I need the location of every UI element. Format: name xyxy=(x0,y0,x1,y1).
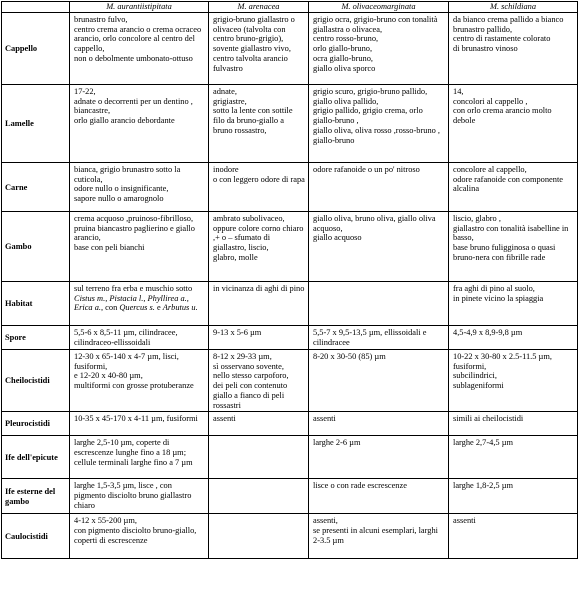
row-label: Cappello xyxy=(2,13,70,85)
header-corner-cell xyxy=(2,2,70,13)
species-name: Phyllirea a. xyxy=(147,293,187,303)
table-cell xyxy=(209,436,309,479)
table-cell xyxy=(70,282,209,326)
table-row xyxy=(2,350,578,412)
table-cell: 5,5-7 x 9,5-13,5 µm, ellissoidali e cilindracee xyxy=(309,326,449,350)
table-cell: 4,5-4,9 x 8,9-9,8 µm xyxy=(449,326,578,350)
table-cell: 8-20 x 30-50 (85) µm xyxy=(309,350,449,412)
document-page xyxy=(1,1,578,559)
table-cell: assenti xyxy=(309,412,449,436)
table-cell: inodore o con leggero odore di rapa xyxy=(209,163,309,212)
table-cell: fra aghi di pino al suolo, in pinete vicino la spiaggia xyxy=(449,282,578,326)
table-row xyxy=(2,436,578,479)
table-body xyxy=(2,13,578,559)
table-cell: adnate, grigiastre, sotto la lente con sottile filo da bruno-giallo a bruno rossastro, xyxy=(209,85,309,163)
table-cell: 10-35 x 45-170 x 4-11 µm, fusiformi xyxy=(70,412,209,436)
table-row xyxy=(2,85,578,163)
species-name: Erica a. xyxy=(74,303,101,313)
table-cell: larghe 1,8-2,5 µm xyxy=(449,479,578,514)
species-name: Quercus s. xyxy=(119,303,155,313)
table-cell: grigio ocra, grigio-bruno con tonalità giallastra o olivacea, centro rosso-bruno, orlo giallo-bruno, ocra giallo-bruno, giallo oliva sporco xyxy=(309,13,449,85)
table-cell: larghe 1,5-3,5 µm, lisce , con pigmento disciolto bruno giallastro chiaro xyxy=(70,479,209,514)
table-cell: 10-22 x 30-80 x 2.5-11.5 µm, fusiformi, subcilindrici, sublageniformi xyxy=(449,350,578,412)
table-cell: assenti xyxy=(209,412,309,436)
table-cell: da bianco crema pallido a bianco brunastro pallido, centro di rastamente colorato di brunastro vinoso xyxy=(449,13,578,85)
species-name: Pistacia l. xyxy=(109,293,144,303)
header-species-3: M. olivaceomarginata xyxy=(309,2,449,13)
table-cell: ambrato subolivaceo, oppure colore corno chiaro ,+ o – sfumato di giallastro, liscio, glabro, molle xyxy=(209,212,309,282)
species-name: Arbutus u. xyxy=(162,303,198,313)
table-cell: concolore al cappello, odore rafanoide con componente alcalina xyxy=(449,163,578,212)
table-row xyxy=(2,326,578,350)
row-label: Pleurocistidi xyxy=(2,412,70,436)
cell-text: , xyxy=(186,293,189,303)
table-row xyxy=(2,163,578,212)
table-cell: 5,5-6 x 8,5-11 µm, cilindracee, cilindraceo-ellissoidali xyxy=(70,326,209,350)
table-cell: grigio scuro, grigio-bruno pallido, giallo oliva pallido, grigio pallido, grigio crema, orlo giallo-bruno , giallo oliva, oliva rosso ,rosso-bruno , giallo-bruno xyxy=(309,85,449,163)
table-cell: 8-12 x 29-33 µm, sì osservano sovente, nello stesso carpoforo, dei peli con contenuto giallo a fianco di peli rossastri xyxy=(209,350,309,412)
table-cell: giallo oliva, bruno oliva, giallo oliva acquoso, giallo acquoso xyxy=(309,212,449,282)
header-species-2: M. arenacea xyxy=(209,2,309,13)
table-cell: grigio-bruno giallastro o olivaceo (talvolta con centro bruno-grigio), sovente giallastro vivo, centro talvolta arancio fulvastro xyxy=(209,13,309,85)
table-row xyxy=(2,212,578,282)
table-cell: lisce o con rade escrescenze xyxy=(309,479,449,514)
header-row xyxy=(2,2,578,13)
table-row xyxy=(2,514,578,559)
row-label: Ife esterne del gambo xyxy=(2,479,70,514)
cell-text: , xyxy=(143,293,148,303)
table-cell xyxy=(309,282,449,326)
row-label: Habitat xyxy=(2,282,70,326)
table-cell: crema acquoso ,pruinoso-fibrilloso, pruina biancastro paglierino e giallo arancio, base con peli bianchi xyxy=(70,212,209,282)
row-label: Caulocistidi xyxy=(2,514,70,559)
table-row xyxy=(2,412,578,436)
row-label: Spore xyxy=(2,326,70,350)
row-label: Carne xyxy=(2,163,70,212)
table-cell: 12-30 x 65-140 x 4-7 µm, lisci, fusiformi, e 12-20 x 40-80 µm, multiformi con grosse protuberanze xyxy=(70,350,209,412)
row-label: Gambo xyxy=(2,212,70,282)
table-cell: in vicinanza di aghi di pino xyxy=(209,282,309,326)
table-cell: 14, concolori al cappello , con orlo crema arancio molto debole xyxy=(449,85,578,163)
row-label: Cheilocistidi xyxy=(2,350,70,412)
cell-text: sul terreno fra erba e muschio sotto xyxy=(74,284,193,293)
table-cell xyxy=(209,479,309,514)
table-row xyxy=(2,13,578,85)
table-row xyxy=(2,479,578,514)
species-name: Cistus m. xyxy=(74,293,106,303)
table-cell: bianca, grigio brunastro sotto la cuticola, odore nullo o insignificante, sapore nullo o amarognolo xyxy=(70,163,209,212)
table-cell: brunastro fulvo, centro crema arancio o crema ocraceo arancio, orlo concolore al centro del cappello, non o debolmente umbonato-ottuso xyxy=(70,13,209,85)
header-species-4: M. schildiana xyxy=(449,2,578,13)
cell-text: e xyxy=(154,303,163,313)
table-cell: 17-22, adnate o decorrenti per un dentino , biancastre, orlo giallo arancio debordante xyxy=(70,85,209,163)
table-cell: simili ai cheilocistidi xyxy=(449,412,578,436)
species-comparison-table xyxy=(1,1,578,559)
table-cell: larghe 2-6 µm xyxy=(309,436,449,479)
table-cell: larghe 2,5-10 µm, coperte di escrescenze lunghe fino a 18 µm; cellule terminali larghe fino a 7 µm xyxy=(70,436,209,479)
cell-text: , con xyxy=(100,303,120,313)
table-cell: odore rafanoide o un po' nitroso xyxy=(309,163,449,212)
cell-text: , xyxy=(105,293,110,303)
table-cell xyxy=(209,514,309,559)
table-row xyxy=(2,282,578,326)
table-cell: assenti xyxy=(449,514,578,559)
table-cell: 4-12 x 55-200 µm, con pigmento disciolto bruno-giallo, coperti di escrescenze xyxy=(70,514,209,559)
table-cell: assenti, se presenti in alcuni esemplari, larghi 2-3.5 µm xyxy=(309,514,449,559)
row-label: Lamelle xyxy=(2,85,70,163)
table-cell: larghe 2,7-4,5 µm xyxy=(449,436,578,479)
row-label: Ife dell'epicute xyxy=(2,436,70,479)
table-cell: liscio, glabro , giallastro con tonalità isabelline in basso, base bruno fuligginosa o quasi bruno-nera con fibrille rade xyxy=(449,212,578,282)
header-species-1: M. aurantiistipitata xyxy=(70,2,209,13)
table-cell: 9-13 x 5-6 µm xyxy=(209,326,309,350)
